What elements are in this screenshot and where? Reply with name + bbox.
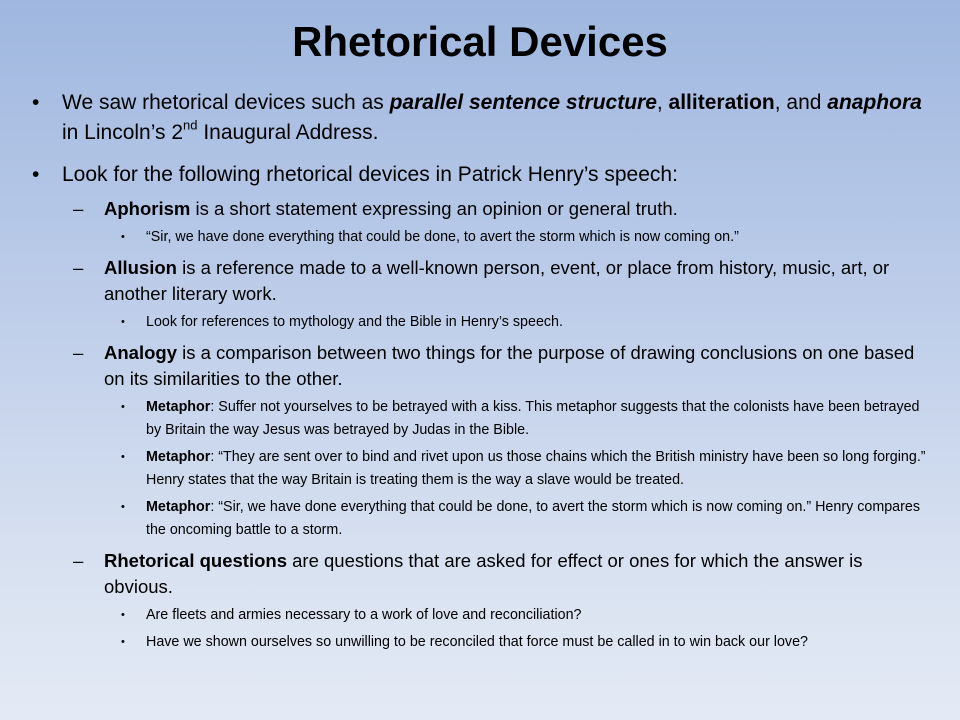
item-analogy (0, 340, 960, 392)
item-aphorism (0, 196, 960, 222)
text-run: , and (774, 91, 828, 114)
bullet-lincoln (0, 88, 960, 148)
term-alliteration: alliteration (668, 91, 775, 114)
metaphor-text: : Suffer not yourselves to be betrayed with a kiss. This metaphor suggests that the colonists have been betrayed by Britain the way Jesus was betrayed by Judas in the Bible. (146, 399, 920, 438)
term-aphorism: Aphorism (104, 198, 191, 219)
example-text: Have we shown ourselves so unwilling to be reconciled that force must be called in to win back our love? (146, 634, 808, 650)
metaphor-text: : “Sir, we have done everything that could be done, to avert the storm which is now coming on.” Henry compares the oncoming battle to a storm. (146, 499, 920, 538)
ordinal-suffix: nd (183, 117, 198, 133)
example-text: Are fleets and armies necessary to a work of love and reconciliation? (146, 607, 582, 623)
example-allusion (0, 311, 960, 334)
term-parallel-structure: parallel sentence structure (389, 91, 657, 114)
dash-marker: – (73, 550, 84, 571)
bullet-marker: • (32, 91, 40, 114)
definition-text: is a short statement expressing an opinion or general truth. (190, 198, 678, 219)
term-anaphora: anaphora (827, 91, 922, 114)
text-run: We saw rhetorical devices such as (62, 91, 390, 114)
text-run: , (656, 91, 669, 114)
bullet-marker: • (121, 636, 125, 648)
bullet-text: Look for the following rhetorical devices in Patrick Henry’s speech: (62, 163, 678, 186)
term-analogy: Analogy (104, 342, 177, 363)
slide-body (0, 88, 960, 658)
bullet-marker: • (121, 401, 125, 413)
bullet-patrick-henry (0, 160, 960, 190)
dash-marker: – (73, 198, 84, 219)
metaphor-label: Metaphor (146, 499, 211, 515)
metaphor-label: Metaphor (146, 449, 211, 465)
bullet-marker: • (121, 609, 125, 621)
term-rhetorical-questions: Rhetorical questions (104, 550, 287, 571)
text-run: in Lincoln’s 2 (62, 121, 184, 144)
example-text: “Sir, we have done everything that could be done, to avert the storm which is now coming on.” (146, 229, 739, 245)
bullet-marker: • (32, 163, 40, 186)
text-run: Inaugural Address. (197, 121, 379, 144)
metaphor-kiss (0, 396, 960, 442)
bullet-marker: • (121, 501, 125, 513)
bullet-marker: • (121, 316, 125, 328)
example-question-reconciled (0, 631, 960, 654)
item-allusion (0, 255, 960, 307)
bullet-marker: • (121, 231, 125, 243)
term-allusion: Allusion (104, 257, 177, 278)
dash-marker: – (73, 257, 84, 278)
example-aphorism (0, 226, 960, 249)
example-question-fleets (0, 604, 960, 627)
metaphor-storm (0, 496, 960, 542)
definition-text: is a comparison between two things for the purpose of drawing conclusions on one based on its similarities to the other. (104, 342, 915, 389)
item-rhetorical-questions (0, 548, 960, 600)
metaphor-text: : “They are sent over to bind and rivet upon us those chains which the British ministry have been so long forging.” Henry states that the way Britain is treating them is the way a slave would be treated. (146, 449, 926, 488)
definition-text: is a reference made to a well-known person, event, or place from history, music, art, or another literary work. (104, 257, 890, 304)
example-text: Look for references to mythology and the Bible in Henry’s speech. (146, 314, 563, 330)
metaphor-label: Metaphor (146, 399, 211, 415)
metaphor-chains (0, 446, 960, 492)
dash-marker: – (73, 342, 84, 363)
definition-text: are questions that are asked for effect or ones for which the answer is obvious. (104, 550, 863, 597)
bullet-marker: • (121, 451, 125, 463)
slide-title: Rhetorical Devices (292, 18, 668, 65)
